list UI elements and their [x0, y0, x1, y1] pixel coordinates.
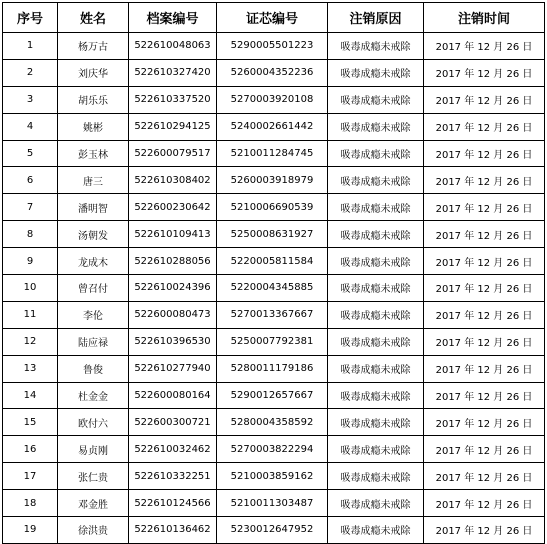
cell-cert-no: 5220004345885	[217, 275, 328, 302]
table-row	[3, 328, 545, 355]
cell-file-no: 522600079517	[129, 140, 217, 167]
cell-cert-no: 5270013367667	[217, 301, 328, 328]
cell-reason: 吸毒成瘾未戒除	[328, 59, 424, 86]
cell-file-no: 522610109413	[129, 221, 217, 248]
cell-cert-no: 5230012647952	[217, 517, 328, 544]
cell-cert-no: 5220005811584	[217, 248, 328, 275]
cell-reason: 吸毒成瘾未戒除	[328, 301, 424, 328]
table-row	[3, 113, 545, 140]
cell-cert-no: 5290012657667	[217, 382, 328, 409]
cell-cert-no: 5280011179186	[217, 355, 328, 382]
header-cert-no: 证芯编号	[217, 3, 328, 33]
cell-file-no: 522610288056	[129, 248, 217, 275]
cell-date: 2017 年 12 月 26 日	[424, 194, 545, 221]
cell-reason: 吸毒成瘾未戒除	[328, 194, 424, 221]
cell-name: 易贞刚	[58, 436, 129, 463]
table-row	[3, 355, 545, 382]
cell-date: 2017 年 12 月 26 日	[424, 328, 545, 355]
cell-file-no: 522610032462	[129, 436, 217, 463]
cell-date: 2017 年 12 月 26 日	[424, 248, 545, 275]
cell-seq: 3	[3, 86, 58, 113]
cell-name: 邓金胜	[58, 490, 129, 517]
cell-date: 2017 年 12 月 26 日	[424, 409, 545, 436]
cell-name: 龙成木	[58, 248, 129, 275]
cell-seq: 5	[3, 140, 58, 167]
table-row	[3, 59, 545, 86]
cell-name: 陆应禄	[58, 328, 129, 355]
cell-name: 唐三	[58, 167, 129, 194]
cell-reason: 吸毒成瘾未戒除	[328, 113, 424, 140]
table-row	[3, 517, 545, 544]
cell-date: 2017 年 12 月 26 日	[424, 113, 545, 140]
cell-file-no: 522610048063	[129, 33, 217, 60]
cell-name: 鲁俊	[58, 355, 129, 382]
cell-reason: 吸毒成瘾未戒除	[328, 409, 424, 436]
cell-file-no: 522610277940	[129, 355, 217, 382]
table-row	[3, 490, 545, 517]
cell-file-no: 522610024396	[129, 275, 217, 302]
cell-seq: 13	[3, 355, 58, 382]
table-row	[3, 436, 545, 463]
table-row	[3, 463, 545, 490]
cell-date: 2017 年 12 月 26 日	[424, 490, 545, 517]
cell-date: 2017 年 12 月 26 日	[424, 517, 545, 544]
cell-cert-no: 5240002661442	[217, 113, 328, 140]
cell-date: 2017 年 12 月 26 日	[424, 86, 545, 113]
cell-date: 2017 年 12 月 26 日	[424, 275, 545, 302]
cell-file-no: 522600080473	[129, 301, 217, 328]
cancellation-table	[2, 2, 545, 544]
cell-cert-no: 5290005501223	[217, 33, 328, 60]
cell-seq: 15	[3, 409, 58, 436]
cell-reason: 吸毒成瘾未戒除	[328, 382, 424, 409]
header-seq: 序号	[3, 3, 58, 33]
cell-file-no: 522610337520	[129, 86, 217, 113]
cell-seq: 18	[3, 490, 58, 517]
header-file-no: 档案编号	[129, 3, 217, 33]
cell-reason: 吸毒成瘾未戒除	[328, 355, 424, 382]
cell-reason: 吸毒成瘾未戒除	[328, 33, 424, 60]
cell-file-no: 522600230642	[129, 194, 217, 221]
cell-seq: 19	[3, 517, 58, 544]
cell-name: 汤朝发	[58, 221, 129, 248]
cell-name: 彭玉林	[58, 140, 129, 167]
cell-cert-no: 5250008631927	[217, 221, 328, 248]
table-body	[3, 33, 545, 544]
cell-file-no: 522610396530	[129, 328, 217, 355]
cell-seq: 14	[3, 382, 58, 409]
cell-date: 2017 年 12 月 26 日	[424, 436, 545, 463]
cell-date: 2017 年 12 月 26 日	[424, 59, 545, 86]
cell-date: 2017 年 12 月 26 日	[424, 140, 545, 167]
cell-cert-no: 5260003918979	[217, 167, 328, 194]
cell-seq: 2	[3, 59, 58, 86]
cell-cert-no: 5210011303487	[217, 490, 328, 517]
cell-reason: 吸毒成瘾未戒除	[328, 275, 424, 302]
cell-reason: 吸毒成瘾未戒除	[328, 86, 424, 113]
cell-name: 徐洪贵	[58, 517, 129, 544]
cell-seq: 12	[3, 328, 58, 355]
cell-cert-no: 5270003822294	[217, 436, 328, 463]
cell-seq: 9	[3, 248, 58, 275]
cell-seq: 10	[3, 275, 58, 302]
cell-name: 欧付六	[58, 409, 129, 436]
cell-seq: 11	[3, 301, 58, 328]
cell-date: 2017 年 12 月 26 日	[424, 33, 545, 60]
cell-cert-no: 5210003859162	[217, 463, 328, 490]
table-row	[3, 382, 545, 409]
cell-name: 张仁贵	[58, 463, 129, 490]
cell-file-no: 522610327420	[129, 59, 217, 86]
table-row	[3, 275, 545, 302]
header-row	[3, 3, 545, 33]
cell-file-no: 522610124566	[129, 490, 217, 517]
header-reason: 注销原因	[328, 3, 424, 33]
cell-seq: 8	[3, 221, 58, 248]
cell-reason: 吸毒成瘾未戒除	[328, 463, 424, 490]
table-row	[3, 248, 545, 275]
cell-cert-no: 5210006690539	[217, 194, 328, 221]
cell-date: 2017 年 12 月 26 日	[424, 382, 545, 409]
cell-cert-no: 5250007792381	[217, 328, 328, 355]
cell-seq: 17	[3, 463, 58, 490]
cell-reason: 吸毒成瘾未戒除	[328, 221, 424, 248]
cell-file-no: 522600080164	[129, 382, 217, 409]
cell-seq: 7	[3, 194, 58, 221]
cell-cert-no: 5270003920108	[217, 86, 328, 113]
cell-reason: 吸毒成瘾未戒除	[328, 167, 424, 194]
table-row	[3, 140, 545, 167]
table-row	[3, 194, 545, 221]
cell-seq: 4	[3, 113, 58, 140]
cell-name: 刘庆华	[58, 59, 129, 86]
table-header	[3, 3, 545, 33]
cell-file-no: 522610294125	[129, 113, 217, 140]
cell-cert-no: 5210011284745	[217, 140, 328, 167]
cell-name: 杜金金	[58, 382, 129, 409]
cell-seq: 1	[3, 33, 58, 60]
cell-name: 潘明智	[58, 194, 129, 221]
table-row	[3, 33, 545, 60]
table-row	[3, 86, 545, 113]
cell-name: 姚彬	[58, 113, 129, 140]
cell-name: 曾召付	[58, 275, 129, 302]
cell-seq: 6	[3, 167, 58, 194]
cell-cert-no: 5260004352236	[217, 59, 328, 86]
header-name: 姓名	[58, 3, 129, 33]
cell-reason: 吸毒成瘾未戒除	[328, 140, 424, 167]
cell-date: 2017 年 12 月 26 日	[424, 301, 545, 328]
cell-file-no: 522610308402	[129, 167, 217, 194]
cell-reason: 吸毒成瘾未戒除	[328, 328, 424, 355]
table-row	[3, 221, 545, 248]
cell-reason: 吸毒成瘾未戒除	[328, 517, 424, 544]
cell-seq: 16	[3, 436, 58, 463]
cell-name: 胡乐乐	[58, 86, 129, 113]
cell-date: 2017 年 12 月 26 日	[424, 355, 545, 382]
cell-date: 2017 年 12 月 26 日	[424, 167, 545, 194]
table-row	[3, 409, 545, 436]
cell-file-no: 522610136462	[129, 517, 217, 544]
cell-name: 杨万古	[58, 33, 129, 60]
cell-date: 2017 年 12 月 26 日	[424, 463, 545, 490]
cell-reason: 吸毒成瘾未戒除	[328, 248, 424, 275]
cell-date: 2017 年 12 月 26 日	[424, 221, 545, 248]
cell-reason: 吸毒成瘾未戒除	[328, 436, 424, 463]
cell-name: 李伦	[58, 301, 129, 328]
cell-file-no: 522600300721	[129, 409, 217, 436]
cell-reason: 吸毒成瘾未戒除	[328, 490, 424, 517]
cell-cert-no: 5280004358592	[217, 409, 328, 436]
table-row	[3, 167, 545, 194]
header-date: 注销时间	[424, 3, 545, 33]
cell-file-no: 522610332251	[129, 463, 217, 490]
table-row	[3, 301, 545, 328]
